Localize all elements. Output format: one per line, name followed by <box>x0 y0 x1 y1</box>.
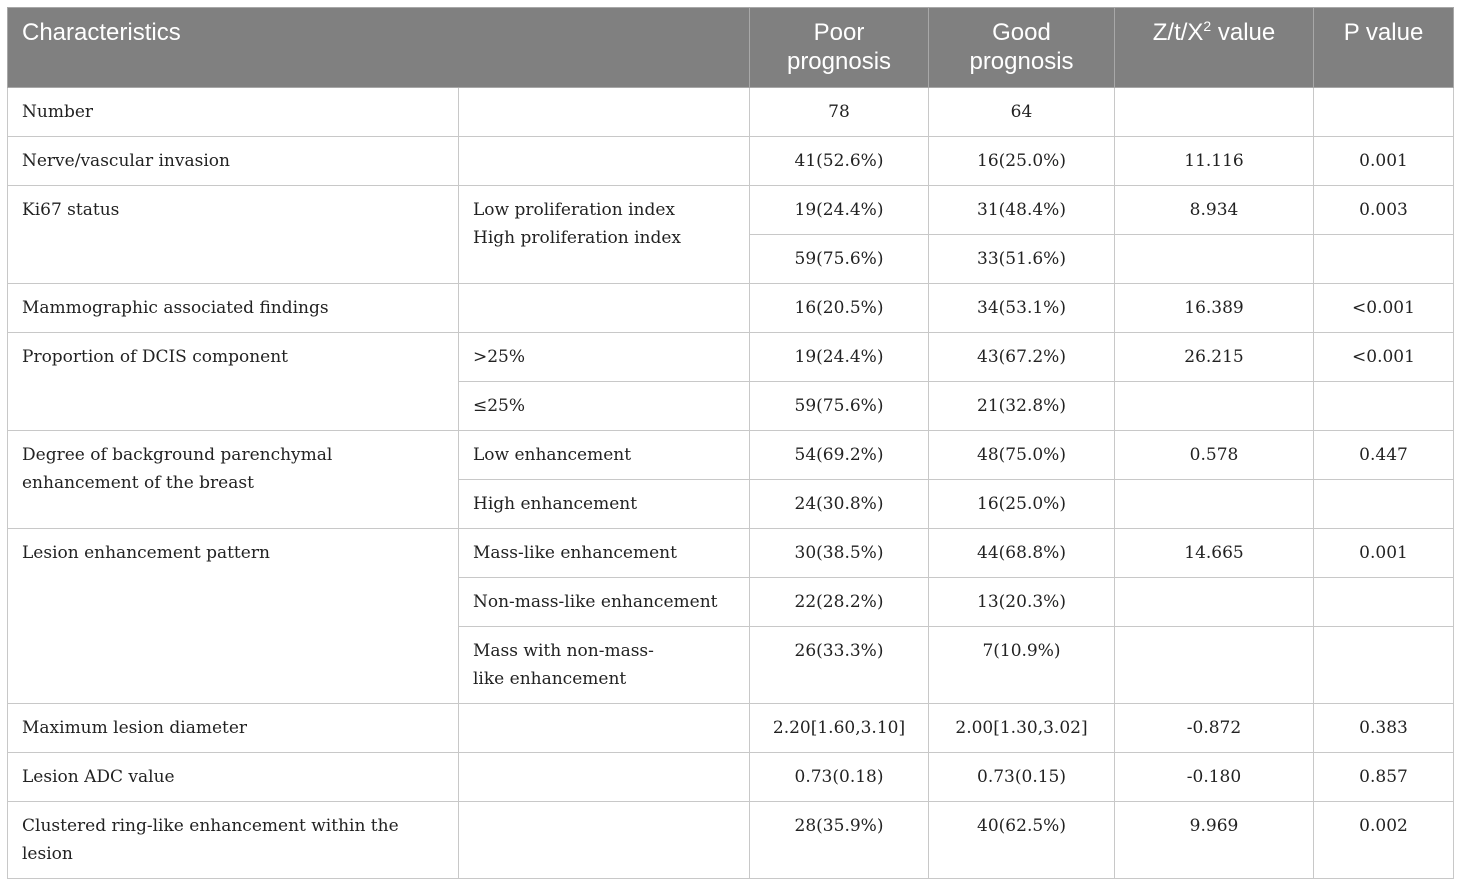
p-value-cell: <0.001 <box>1314 284 1454 333</box>
poor-prognosis-cell: 59(75.6%) <box>750 235 929 284</box>
p-value-cell <box>1314 382 1454 431</box>
p-value-cell: <0.001 <box>1314 333 1454 382</box>
p-value-cell: 0.001 <box>1314 137 1454 186</box>
header-statistic-superscript: 2 <box>1203 18 1212 34</box>
row-sub-label: ≤25% <box>459 382 750 431</box>
poor-prognosis-cell: 19(24.4%) <box>750 186 929 235</box>
poor-prognosis-cell: 24(30.8%) <box>750 480 929 529</box>
statistic-cell: 14.665 <box>1115 529 1314 578</box>
poor-prognosis-cell: 19(24.4%) <box>750 333 929 382</box>
row-sub-label: Mass-like enhancement <box>459 529 750 578</box>
row-label: Mammographic associated findings <box>8 284 459 333</box>
characteristics-table <box>7 7 1454 879</box>
statistic-cell: -0.872 <box>1115 704 1314 753</box>
poor-prognosis-cell: 0.73(0.18) <box>750 753 929 802</box>
good-prognosis-cell: 16(25.0%) <box>929 137 1115 186</box>
good-prognosis-cell: 44(68.8%) <box>929 529 1115 578</box>
table-row-mammographic <box>8 284 1454 333</box>
table-row-diameter <box>8 704 1454 753</box>
statistic-cell: 26.215 <box>1115 333 1314 382</box>
poor-prognosis-cell: 54(69.2%) <box>750 431 929 480</box>
good-prognosis-cell: 7(10.9%) <box>929 627 1115 704</box>
p-value-cell: 0.002 <box>1314 802 1454 879</box>
header-row <box>8 8 1454 88</box>
statistic-cell: 9.969 <box>1115 802 1314 879</box>
header-poor-prognosis: Poor prognosis <box>750 8 929 88</box>
header-statistic <box>1115 8 1314 88</box>
statistic-cell: 8.934 <box>1115 186 1314 235</box>
p-value-cell <box>1314 88 1454 137</box>
row-sub-label: >25% <box>459 333 750 382</box>
poor-prognosis-cell: 16(20.5%) <box>750 284 929 333</box>
row-sub-label <box>459 753 750 802</box>
p-value-cell <box>1314 480 1454 529</box>
row-sub-label: Non-mass-like enhancement <box>459 578 750 627</box>
row-label: Degree of background parenchymal enhancement of the breast <box>8 431 459 529</box>
poor-prognosis-cell: 30(38.5%) <box>750 529 929 578</box>
row-label: Number <box>8 88 459 137</box>
header-statistic-label: Z/t/X <box>1152 19 1204 46</box>
sub-label-line-1: Mass with non-mass- <box>473 641 654 661</box>
good-prognosis-cell: 34(53.1%) <box>929 284 1115 333</box>
row-sub-label <box>459 186 750 284</box>
p-value-cell <box>1314 627 1454 704</box>
row-label: Nerve/vascular invasion <box>8 137 459 186</box>
good-prognosis-cell: 0.73(0.15) <box>929 753 1115 802</box>
poor-prognosis-cell: 2.20[1.60,3.10] <box>750 704 929 753</box>
row-sub-label <box>459 704 750 753</box>
statistic-cell: -0.180 <box>1115 753 1314 802</box>
header-good-prognosis: Good prognosis <box>929 8 1115 88</box>
good-prognosis-cell: 33(51.6%) <box>929 235 1115 284</box>
statistic-cell <box>1115 88 1314 137</box>
p-value-cell <box>1314 578 1454 627</box>
row-sub-label: High enhancement <box>459 480 750 529</box>
p-value-cell: 0.001 <box>1314 529 1454 578</box>
poor-prognosis-cell: 78 <box>750 88 929 137</box>
sub-label-low: Low proliferation index <box>473 200 675 220</box>
p-value-cell: 0.003 <box>1314 186 1454 235</box>
statistic-cell <box>1115 627 1314 704</box>
p-value-cell: 0.447 <box>1314 431 1454 480</box>
good-prognosis-cell: 64 <box>929 88 1115 137</box>
table-row-ki67 <box>8 186 1454 235</box>
statistic-cell <box>1115 235 1314 284</box>
p-value-cell: 0.383 <box>1314 704 1454 753</box>
statistic-cell <box>1115 382 1314 431</box>
row-sub-label <box>459 802 750 879</box>
good-prognosis-cell: 16(25.0%) <box>929 480 1115 529</box>
statistic-cell <box>1115 578 1314 627</box>
table-row-number <box>8 88 1454 137</box>
p-value-cell: 0.857 <box>1314 753 1454 802</box>
row-label: Lesion enhancement pattern <box>8 529 459 704</box>
good-prognosis-cell: 21(32.8%) <box>929 382 1115 431</box>
row-sub-label <box>459 88 750 137</box>
poor-prognosis-cell: 41(52.6%) <box>750 137 929 186</box>
table-row-ring <box>8 802 1454 879</box>
poor-prognosis-cell: 26(33.3%) <box>750 627 929 704</box>
table-row-adc <box>8 753 1454 802</box>
p-value-cell <box>1314 235 1454 284</box>
poor-prognosis-cell: 22(28.2%) <box>750 578 929 627</box>
table-row-pattern <box>8 529 1454 578</box>
statistic-cell <box>1115 480 1314 529</box>
row-sub-label <box>459 627 750 704</box>
good-prognosis-cell: 40(62.5%) <box>929 802 1115 879</box>
sub-label-high: High proliferation index <box>473 228 682 248</box>
statistic-cell: 16.389 <box>1115 284 1314 333</box>
row-label: Clustered ring-like enhancement within the lesion <box>8 802 459 879</box>
poor-prognosis-cell: 28(35.9%) <box>750 802 929 879</box>
row-label: Lesion ADC value <box>8 753 459 802</box>
good-prognosis-cell: 31(48.4%) <box>929 186 1115 235</box>
good-prognosis-cell: 48(75.0%) <box>929 431 1115 480</box>
row-sub-label <box>459 137 750 186</box>
row-sub-label: Low enhancement <box>459 431 750 480</box>
row-label: Maximum lesion diameter <box>8 704 459 753</box>
row-label: Ki67 status <box>8 186 459 284</box>
header-statistic-suffix: value <box>1211 19 1276 46</box>
good-prognosis-cell: 43(67.2%) <box>929 333 1115 382</box>
statistic-cell: 0.578 <box>1115 431 1314 480</box>
good-prognosis-cell: 13(20.3%) <box>929 578 1115 627</box>
good-prognosis-cell: 2.00[1.30,3.02] <box>929 704 1115 753</box>
header-characteristics: Characteristics <box>8 8 750 88</box>
table-row-dcis <box>8 333 1454 382</box>
table-row-nerve-vascular <box>8 137 1454 186</box>
row-sub-label <box>459 284 750 333</box>
table-row-bpe <box>8 431 1454 480</box>
sub-label-line-2: like enhancement <box>473 669 627 689</box>
statistic-cell: 11.116 <box>1115 137 1314 186</box>
poor-prognosis-cell: 59(75.6%) <box>750 382 929 431</box>
header-p-value: P value <box>1314 8 1454 88</box>
row-label: Proportion of DCIS component <box>8 333 459 431</box>
